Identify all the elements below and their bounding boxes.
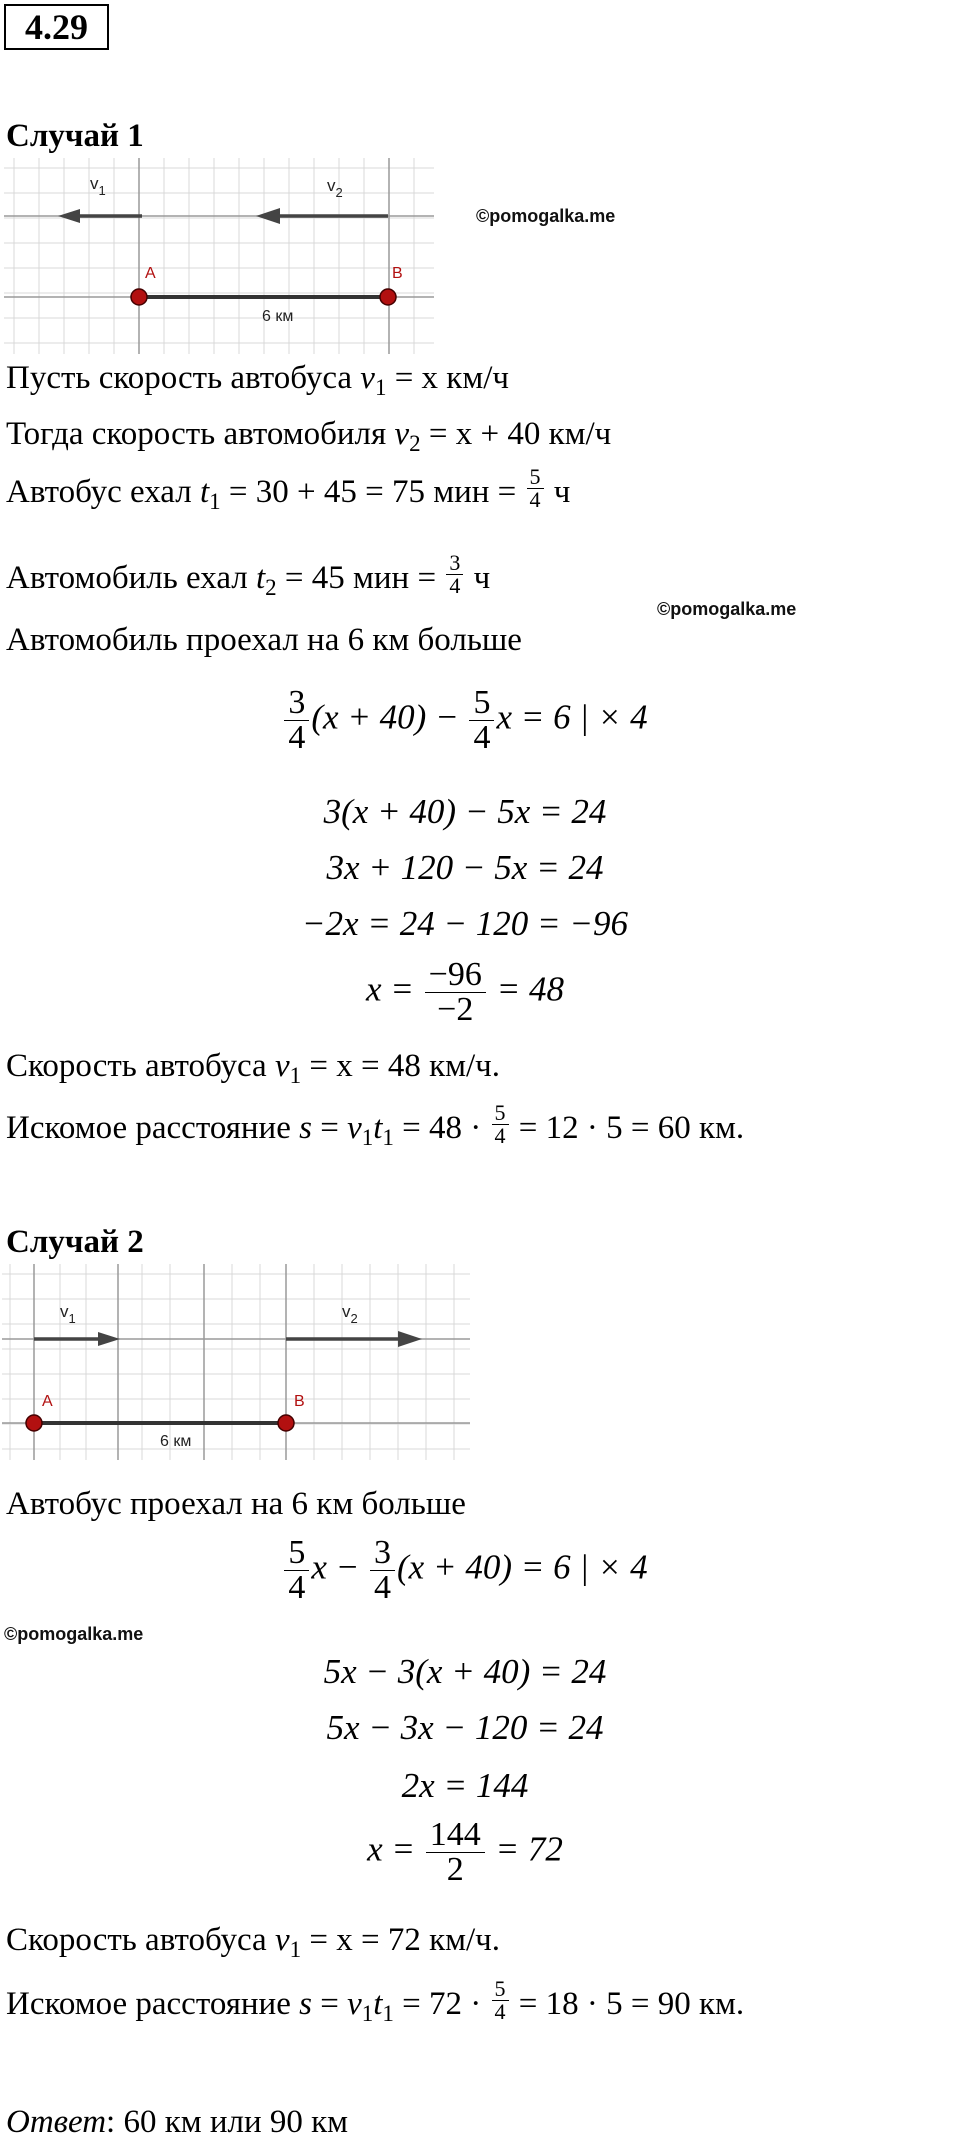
case2-eq5: x = $\frac{144}{2}$ = 72 bbox=[367, 1816, 563, 1888]
case2-heading: Случай 2 bbox=[6, 1224, 144, 1260]
point-a bbox=[26, 1415, 42, 1431]
case1-motion-diagram bbox=[4, 158, 434, 354]
fraction: $\frac{3}{4}$ bbox=[446, 552, 463, 597]
watermark: ©pomogalka.me bbox=[657, 599, 797, 619]
case1-eq4: −2x = 24 − 120 = −96 bbox=[301, 904, 629, 943]
case1-eq1: $\frac{3}{4}$ (x + 40) − $\frac{5}{4}$ x = 6 | × 4 bbox=[0, 686, 930, 755]
case1-line2: Тогда скорость автомобиля $v_2 = x + 40$ км/ч bbox=[6, 416, 612, 456]
case1-heading: Случай 1 bbox=[6, 118, 144, 154]
point-a-label: A bbox=[145, 265, 156, 282]
case1-eq5: x = $\frac{-96}{-2}$ = 48 bbox=[366, 956, 564, 1028]
case2-line2: Скорость автобуса $v_1 = x = 72$ км/ч. bbox=[6, 1922, 500, 1962]
v1-label: $v_1$ bbox=[60, 1302, 76, 1326]
case1-line5: Автомобиль проехал на 6 км больше bbox=[6, 622, 522, 658]
point-b bbox=[380, 289, 396, 305]
point-b-label: B bbox=[294, 1393, 305, 1410]
point-a bbox=[131, 289, 147, 305]
answer-text: : 60 км или 90 км bbox=[106, 2104, 349, 2140]
watermark: ©pomogalka.me bbox=[4, 1624, 144, 1644]
v2-arrow bbox=[286, 1331, 422, 1347]
distance-label: 6 км bbox=[160, 1433, 192, 1450]
case1-eq2: 3(x + 40) − 5x = 24 bbox=[323, 792, 607, 831]
v1-label: $v_1$ bbox=[90, 174, 106, 198]
case1-line7: Искомое расстояние $s = v_1t_1 = 48$ · $\frac{5}{4}$ = 12 · 5 = 60 км. bbox=[6, 1100, 745, 1151]
case2-line1: Автобус проехал на 6 км больше bbox=[6, 1486, 466, 1522]
watermark: ©pomogalka.me bbox=[476, 206, 616, 226]
v1-arrow bbox=[34, 1332, 120, 1346]
case1-eq3: 3x + 120 − 5x = 24 bbox=[326, 848, 604, 887]
case2-motion-diagram bbox=[2, 1264, 470, 1460]
case2-line3: Искомое расстояние $s = v_1t_1 = 72$ · $\frac{5}{4}$ = 18 · 5 = 90 км. bbox=[6, 1976, 745, 2027]
case2-eq1: $\frac{5}{4}$ x − $\frac{3}{4}$ (x + 40) = 6 | × 4 bbox=[0, 1536, 930, 1605]
point-b bbox=[278, 1415, 294, 1431]
answer-label: Ответ bbox=[6, 2104, 107, 2140]
case1-line1: Пусть скорость автобуса $v_1 = x$ км/ч bbox=[6, 360, 509, 400]
case2-eq2: 5x − 3(x + 40) = 24 bbox=[323, 1652, 607, 1691]
problem-number: 4.29 bbox=[4, 4, 109, 50]
v2-arrow bbox=[256, 208, 388, 224]
case1-line6: Скорость автобуса $v_1 = x = 48$ км/ч. bbox=[6, 1048, 500, 1088]
v2-label: $v_2$ bbox=[342, 1302, 358, 1326]
case1-line4: Автомобиль ехал $t_2 = 45$ мин = $\frac{3}{4}$ ч bbox=[6, 550, 491, 601]
case1-line3: Автобус ехал $t_1 = 30 + 45 = 75$ мин = $\frac{5}{4}$ ч bbox=[6, 464, 571, 515]
distance-label: 6 км bbox=[262, 308, 294, 325]
v1-arrow bbox=[58, 209, 142, 223]
v2-label: $v_2$ bbox=[327, 176, 343, 200]
answer bbox=[6, 2106, 348, 2139]
point-b-label: B bbox=[392, 265, 403, 282]
fraction: $\frac{5}{4}$ bbox=[527, 466, 544, 511]
point-a-label: A bbox=[42, 1393, 53, 1410]
case2-eq4: 2x = 144 bbox=[401, 1766, 529, 1805]
case2-eq3: 5x − 3x − 120 = 24 bbox=[326, 1708, 604, 1747]
